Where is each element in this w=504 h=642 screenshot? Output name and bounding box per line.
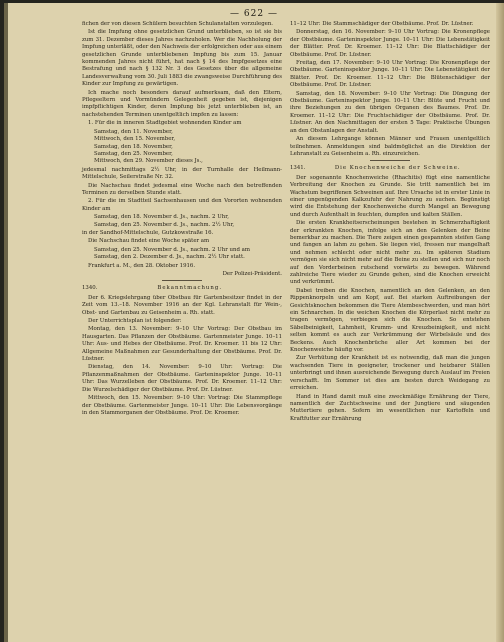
paragraph: 2. Für die im Stadtteil Sachsenhausen und den Vororten wohnenden Kinder am — [82, 198, 282, 212]
right-column — [290, 21, 490, 424]
list-item: Samstag, den 11. November, — [94, 128, 173, 135]
paragraph: Ich mache noch besonders darauf aufmerksam, daß den Eltern, Pflegeeltern und Vormündern Gelegenheit gegeben ist, diejenigen impfpflichtigen Kinder, deren Impfung bis jetzt unterblieben ist, an nachstehenden Terminen unentgeltlich impfen zu lassen: — [82, 89, 282, 118]
place-date: Frankfurt a. M., den 28. Oktober 1916. — [88, 262, 196, 269]
paragraph: 1. Für die in inneren Stadtgebiet wohnenden Kinder am — [88, 120, 242, 127]
paragraph: Montag, den 13. November: 9–10 Uhr Vortrag: Der Obstbau im Hausgarten. Das Pflanzen der Obstbäume. Gartenmeister Junge. 10–11 Uhr: Aus- und Hebes der Obstbäume. Prof. Dr. Kroemer. 11 bis 12 Uhr: Allgemeine Maßnahmen zur Gesunderhaltung der Obstbäume. Prof. Dr. Lüstner. — [82, 326, 282, 363]
document-page — [4, 3, 504, 642]
paragraph: in der Sandhof-Mittelschule, Gutzkowstraße 16. — [82, 229, 214, 236]
left-column — [82, 21, 282, 418]
binding-shadow — [4, 3, 8, 642]
list-item: Samstag, den 18. November d. Js., nachm. 2 Uhr, — [94, 214, 229, 221]
list-item: Samstag, den 25. November, — [94, 150, 173, 157]
paragraph: Donnerstag, den 16. November: 9–10 Uhr Vortrag: Die Kronenpflege der Obstbäume. Garteninspektor Junge. 10–11 Uhr: Die Lebenstätigkeit der Blätter. Prof. Dr. Kroemer. 11–12 Uhr: Die Blattschädiger der Obstbäume. Prof. Dr. Lüstner. — [290, 29, 490, 58]
notice-heading — [290, 165, 490, 172]
list-item: Samstag, den 25. November d. Js., nachm. 2½ Uhr, — [94, 221, 235, 228]
paragraph: Freitag, den 17. November: 9–10 Uhr Vortrag: Die Kronenpflege der Obstbäume. Garteninspektor Junge. 10–11 Uhr: Die Lebenstätigkeit der Blätter. Prof. Dr. Kroemer. 11–12 Uhr: Die Blütenschädiger der Obstbäume. Prof. Dr. Lüstner. — [290, 60, 490, 89]
page-number: — 622 — — [230, 9, 278, 19]
paragraph: Mittwoch, den 15. November: 9–10 Uhr: Vortrag: Die Stammpflege der Obstbäume. Gartenmeister Junge. 10–11 Uhr: Die Lebensvorgänge in den Stammorganen der Obstbäume. Prof. Dr. Kroemer. — [82, 395, 282, 416]
paragraph: Der 6. Kriegslehrgang über Obstbau für Gartenbesitzer findet in der Zeit vom 13.–18. November 1916 an der Kgl. Lehranstalt für Wein-, Obst- und Gartenbau zu Geisenheim a. Rh. statt. — [82, 294, 282, 316]
notice-number: 1340. — [82, 285, 98, 292]
notice-heading — [82, 285, 282, 292]
list-item: Mittwoch, den 29. November dieses Js., — [94, 158, 203, 165]
paragraph: Zur Verhütung der Krankheit ist es notwendig, daß man die jungen wachsenden Tiere in geeigneter, trockener und heizbarer Ställen unterbringt und ihnen ausreichende Bewegung durch Auslauf im Freien verschafft. Im Sommer ist dies am besten durch Weidegang zu erreichen. — [290, 355, 490, 392]
page-edge — [496, 3, 504, 642]
notice-number: 1341. — [290, 165, 306, 172]
paragraph: An diesem Lehrgange können Männer und Frauen unentgeltlich teilnehmen. Anmeldungen sind baldmöglichst an die Direktion der Lehranstalt zu Geisenheim a. Rh. einzureichen. — [290, 136, 490, 157]
paragraph: Die ersten Krankheitserscheinungen bestehen in Schmerzhaftigkeit der erkrankten Knochen, infolge sich an den Gelenken der Beine bemerkbar zu machen. Die Tiere zeigen einen gespannten steifen Gang und fangen an lahm zu gehen. Sie liegen viel, fressen nur mangelhaft und nehmen schlecht oder nicht mehr zu. Im späteren Stadium vermögen sie sich nicht mehr auf die Beine zu stellen und sich nur noch auf den Vorderbeinen rutschend vorwärts zu bewegen. Während zahlreiche Tiere wieder zu Grunde gehen, sind die Knochen erweicht und verkrümmt. — [290, 220, 490, 286]
date-list — [82, 247, 282, 262]
paragraph: Die Nachschau findet eine Woche später am — [88, 238, 210, 245]
paragraph: Der sogenannte Knochenweiche (Rhachitis) fügt eine namentliche Verbreitung der Knochen zu Grunde. Sie tritt namentlich bei im Wachstum begriffenen Schweinen auf. Ihre Ursache ist in erster Linie in einer ungenügenden Kalkzufuhr der Nahrung zu suchen. Begünstigt wird die Entstehung der Knochenweiche durch Mangel an Bewegung und durch Aufenthalt in feuchten, dumpfen und kalten Ställen. — [290, 174, 490, 218]
paragraph: 11–12 Uhr: Die Stammschädiger der Obstbäume. Prof. Dr. Lüstner. — [290, 21, 474, 27]
date-list — [82, 129, 282, 166]
notice-title: Die Knochenweiche der Schweine. — [334, 165, 461, 172]
date-list — [82, 214, 282, 229]
list-item: Mittwoch, den 15. November, — [94, 136, 176, 143]
paragraph: Ist die Impfung ohne gesetzlichen Grund unterblieben, so ist sie bis zum 31. Dezember dieses Jahres nachzuholen. Wer die Nachholung der Impfung unterläßt, oder den Nachweis der erfolgreichen oder aus einem gesetzlichen Grunde unterbliebenen Impfung bis zum 15. Januar kommenden Jahres nicht führt, hat nach § 14 des Impfgesetzes eine Bestrafung und nach § 132 Nr. 3 des Gesetzes über die allgemeine Landesverwaltung vom 30. Juli 1883 die zwangsweise Durchführung des Kinder zur Impfung zu gewärtigen. — [82, 29, 282, 88]
paragraph: jedesmal nachmittags 2½ Uhr, in der Turnhalle der Heilmann-Mittelschule, Seilerstraße Nr. 32. — [82, 166, 282, 181]
paragraph: Dabei treiben die Knochen, namentlich an den Gelenken, an den Rippenknorpeln und am Kopf, auf. Bei starken Auftreibungen der Gesichtsknochen bekommen die Tiere Atembeschwerden, und man hört ein Schnarchen. In die weichen Knochen die Körperlast nicht mehr zu tragen vermögen, verbiegen sich die Knochen. So entstehen Säbelbeinigkeit, Lahmheit, Krumm- und Kreuzbeinigkeit, und nicht selten kommt es auch zur Verkrümmung der Wirbelsäule und des Beckens. Auch Knochenbrüche aller Art kommen bei der Knochenweiche häufig vor. — [290, 287, 490, 354]
signature: Der Polizei-Präsident. — [222, 271, 282, 277]
divider — [162, 280, 202, 281]
paragraph: Dienstag, den 14. November: 9–10 Uhr: Vortrag: Die Pflanzenmaßnahmen der Obstbäume. Garteninspektor Junge. 10–11 Uhr: Das Wurzelleben der Obstbäume. Prof. Dr. Kroemer. 11–12 Uhr: Die Wurzelschädiger der Obstbäume. Prof. Dr. Lüstner. — [82, 364, 282, 393]
list-item: Samstag, den 25. November d. Js., nachm. 2 Uhr und am — [94, 246, 250, 253]
divider — [370, 160, 410, 161]
paragraph: Hand in Hand damit muß eine zweckmäßige Ernährung der Tiere, namentlich der Zuchtschweine und der Jungtiere und säugenden Muttertiere gehen. Sofern im wesentlichen nur Kartoffeln und Kraftfutter zur Ernährung — [290, 393, 490, 422]
list-item: Samstag, den 2. Dezember d. Js., nachm. 2½ Uhr statt. — [94, 254, 245, 261]
paragraph: Die Nachschau findet jedesmal eine Woche nach den betreffenden Terminen zu derselben Stunde statt. — [82, 182, 282, 196]
paragraph: Samstag, den 18. November: 9–10 Uhr Vortrag: Die Düngung der Obstbäume. Garteninspektor Junge. 10–11 Uhr: Blüte und Frucht und ihre Beziehungen zu den übrigen Organen des Baumes. Prof. Dr. Kroemer. 11–12 Uhr: Die Fruchtschädiger der Obstbäume. Prof. Dr. Lüstner. An den Nachmittagen der ersten 5 Tage: Praktische Übungen an den Obstanlagen der Anstalt. — [290, 90, 490, 134]
notice-title: Bekanntmachung. — [157, 285, 223, 292]
paragraph: Der Unterrichtsplan ist folgender: — [88, 318, 182, 325]
paragraph: fichen der von diesen Schülern besuchten Schulanstalten vorzulegen. — [82, 21, 274, 27]
list-item: Samstag, den 18. November, — [94, 143, 173, 150]
